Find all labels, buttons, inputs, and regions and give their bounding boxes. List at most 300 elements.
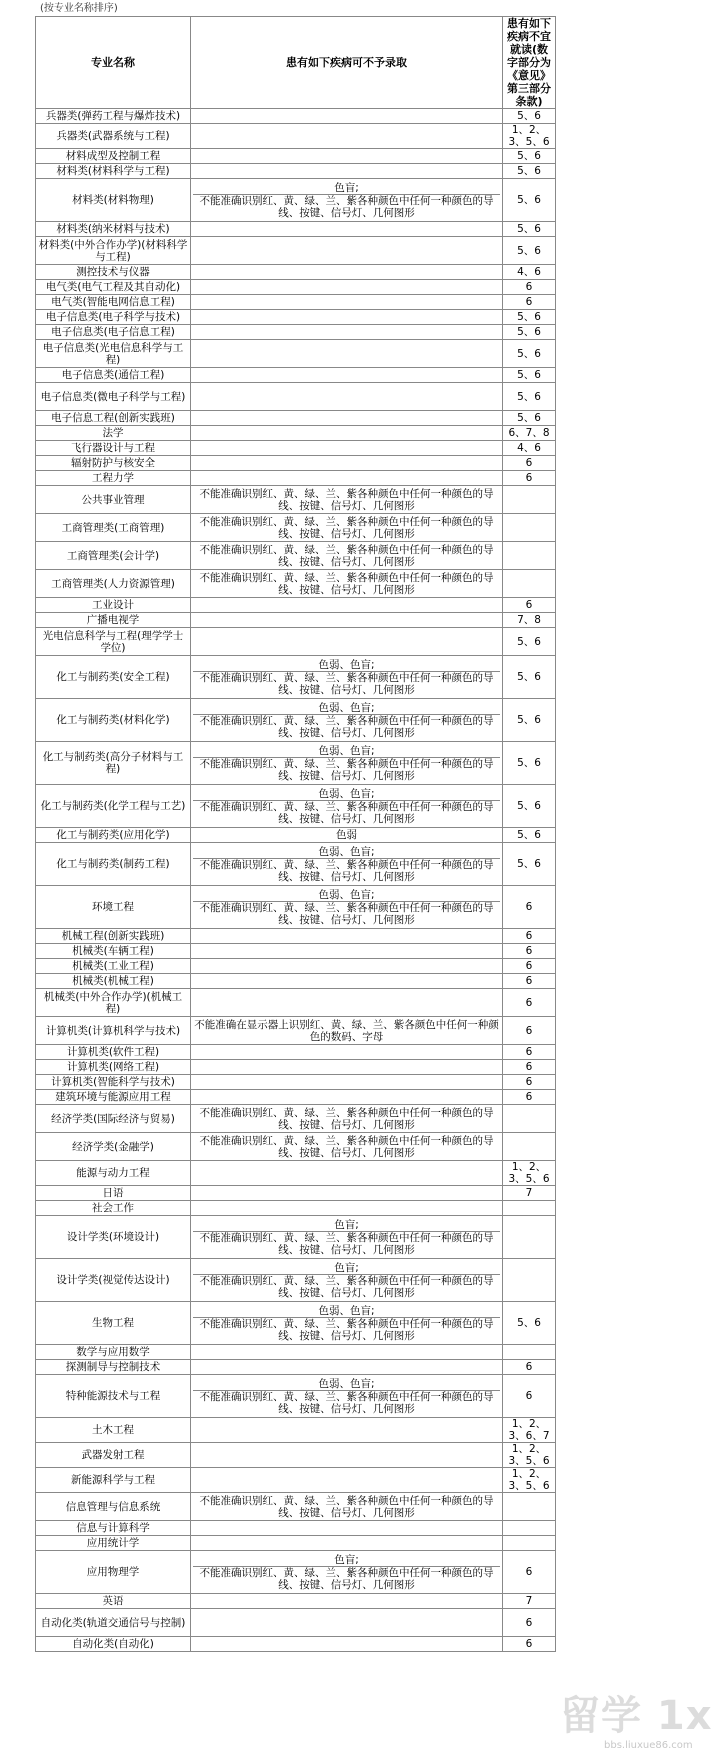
clause-number-cell: 6、7、8 [503,426,556,441]
condition-text: 不能准确识别红、黄、绿、兰、紫各种颜色中任何一种颜色的导线、按键、信号灯、几何图形 [199,571,494,596]
table-row [36,542,556,570]
table-row [36,280,556,295]
condition-detail: 不能准确识别红、黄、绿、兰、紫各种颜色中任何一种颜色的导线、按键、信号灯、几何图形 [199,1566,494,1591]
table-row [36,265,556,280]
table-row [36,486,556,514]
condition-cell [191,828,503,843]
table-row [36,1259,556,1302]
condition-detail: 不能准确识别红、黄、绿、兰、紫各种颜色中任何一种颜色的导线、按键、信号灯、几何图形 [199,757,494,782]
major-name-cell: 武器发射工程 [36,1443,191,1468]
clause-number-cell: 6 [503,1075,556,1090]
clause-number-cell: 5、6 [503,109,556,124]
major-name-cell: 计算机类(网络工程) [36,1060,191,1075]
table-row [36,1468,556,1493]
condition-short: 色盲; [193,182,500,195]
table-row [36,325,556,340]
condition-cell [191,989,503,1017]
clause-number-cell [503,514,556,542]
condition-detail: 不能准确识别红、黄、绿、兰、紫各种颜色中任何一种颜色的导线、按键、信号灯、几何图形 [199,1317,494,1342]
major-name-cell: 设计学类(视觉传达设计) [36,1259,191,1302]
condition-cell [191,179,503,222]
major-name-cell: 能源与动力工程 [36,1161,191,1186]
clause-number-cell [503,1493,556,1521]
major-name-cell: 机械类(中外合作办学)(机械工程) [36,989,191,1017]
clause-number-cell [503,542,556,570]
table-row [36,1360,556,1375]
condition-cell [191,843,503,886]
table-row [36,1493,556,1521]
table-row [36,843,556,886]
clause-number-cell: 5、6 [503,368,556,383]
table-row [36,598,556,613]
condition-cell [191,742,503,785]
table-row [36,124,556,149]
table-row [36,570,556,598]
table-row [36,1133,556,1161]
table-row [36,1201,556,1216]
condition-cell [191,959,503,974]
major-name-cell: 日语 [36,1186,191,1201]
condition-cell [191,1105,503,1133]
major-name-cell: 社会工作 [36,1201,191,1216]
condition-detail: 不能准确识别红、黄、绿、兰、紫各种颜色中任何一种颜色的导线、按键、信号灯、几何图形 [199,194,494,219]
clause-number-cell [503,1201,556,1216]
table-row [36,628,556,656]
condition-cell [191,699,503,742]
condition-cell [191,628,503,656]
table-row [36,1609,556,1637]
major-name-cell: 兵器类(弹药工程与爆炸技术) [36,109,191,124]
clause-number-cell: 5、6 [503,785,556,828]
table-row [36,959,556,974]
clause-number-cell: 6 [503,929,556,944]
table-row [36,989,556,1017]
condition-cell [191,1075,503,1090]
condition-cell [191,1161,503,1186]
condition-cell [191,265,503,280]
clause-number-cell: 6 [503,1090,556,1105]
table-row [36,368,556,383]
clause-number-cell: 5、6 [503,1302,556,1345]
clause-number-cell: 1、2、3、5、6 [503,1468,556,1493]
major-name-cell: 测控技术与仪器 [36,265,191,280]
major-name-cell: 设计学类(环境设计) [36,1216,191,1259]
condition-detail: 不能准确识别红、黄、绿、兰、紫各种颜色中任何一种颜色的导线、按键、信号灯、几何图形 [199,1390,494,1415]
condition-cell [191,237,503,265]
condition-cell [191,1443,503,1468]
clause-number-cell [503,1536,556,1551]
clause-number-cell: 5、6 [503,149,556,164]
condition-detail: 不能准确识别红、黄、绿、兰、紫各种颜色中任何一种颜色的导线、按键、信号灯、几何图形 [199,714,494,739]
major-name-cell: 机械类(车辆工程) [36,944,191,959]
major-name-cell: 环境工程 [36,886,191,929]
condition-short: 色盲; [193,1554,500,1567]
clause-number-cell: 6 [503,1609,556,1637]
condition-cell [191,1133,503,1161]
table-row [36,109,556,124]
table-row [36,1551,556,1594]
major-name-cell: 电子信息工程(创新实践班) [36,411,191,426]
table-row [36,613,556,628]
table-row [36,1594,556,1609]
table-row [36,222,556,237]
header-not-admitted: 患有如下疾病可不予录取 [191,17,503,109]
condition-cell [191,1201,503,1216]
condition-cell [191,1060,503,1075]
condition-cell [191,1418,503,1443]
clause-number-cell: 5、6 [503,383,556,411]
table-row [36,1216,556,1259]
clause-number-cell: 4、6 [503,441,556,456]
clause-number-cell: 5、6 [503,179,556,222]
clause-number-cell: 6 [503,456,556,471]
table-row [36,426,556,441]
table-row [36,1536,556,1551]
condition-cell [191,1521,503,1536]
table-row [36,149,556,164]
condition-cell [191,570,503,598]
clause-number-cell: 5、6 [503,742,556,785]
condition-cell [191,514,503,542]
clause-number-cell: 5、6 [503,325,556,340]
clause-number-cell [503,570,556,598]
condition-cell [191,1468,503,1493]
major-name-cell: 经济学类(国际经济与贸易) [36,1105,191,1133]
table-row [36,1443,556,1468]
condition-cell [191,1360,503,1375]
table-row [36,785,556,828]
clause-number-cell: 5、6 [503,828,556,843]
clause-number-cell: 5、6 [503,310,556,325]
table-row [36,1375,556,1418]
condition-cell [191,1536,503,1551]
clause-number-cell: 6 [503,1017,556,1045]
condition-text: 不能准确识别红、黄、绿、兰、紫各种颜色中任何一种颜色的导线、按键、信号灯、几何图形 [199,487,494,512]
watermark-url: bbs.liuxue86.com [604,1740,693,1751]
condition-text: 不能准确识别红、黄、绿、兰、紫各种颜色中任何一种颜色的导线、按键、信号灯、几何图形 [199,543,494,568]
condition-cell [191,310,503,325]
clause-number-cell: 6 [503,1045,556,1060]
table-row [36,1161,556,1186]
clause-number-cell: 5、6 [503,237,556,265]
clause-number-cell [503,1105,556,1133]
major-name-cell: 化工与制药类(化学工程与工艺) [36,785,191,828]
table-row [36,1017,556,1045]
major-name-cell: 新能源科学与工程 [36,1468,191,1493]
major-name-cell: 辐射防护与核安全 [36,456,191,471]
table-row [36,1521,556,1536]
clause-number-cell: 1、2、3、5、6 [503,1443,556,1468]
condition-detail: 不能准确识别红、黄、绿、兰、紫各种颜色中任何一种颜色的导线、按键、信号灯、几何图形 [199,901,494,926]
condition-cell [191,1551,503,1594]
table-row [36,828,556,843]
condition-cell [191,471,503,486]
major-name-cell: 自动化类(自动化) [36,1637,191,1652]
table-row [36,1060,556,1075]
clause-number-cell: 6 [503,1637,556,1652]
condition-cell [191,222,503,237]
condition-cell [191,598,503,613]
condition-short: 色弱、色盲; [193,702,500,715]
table-row [36,1637,556,1652]
major-name-cell: 法学 [36,426,191,441]
condition-cell [191,441,503,456]
clause-number-cell: 4、6 [503,265,556,280]
table-row [36,383,556,411]
major-name-cell: 化工与制药类(安全工程) [36,656,191,699]
clause-number-cell: 6 [503,1360,556,1375]
major-name-cell: 电气类(智能电网信息工程) [36,295,191,310]
table-row [36,237,556,265]
condition-cell [191,411,503,426]
condition-detail: 不能准确识别红、黄、绿、兰、紫各种颜色中任何一种颜色的导线、按键、信号灯、几何图形 [199,671,494,696]
condition-cell [191,280,503,295]
condition-short: 色弱、色盲; [193,1378,500,1391]
condition-cell [191,368,503,383]
major-name-cell: 机械类(机械工程) [36,974,191,989]
clause-number-cell: 6 [503,944,556,959]
condition-cell [191,656,503,699]
table-row [36,656,556,699]
condition-detail: 不能准确识别红、黄、绿、兰、紫各种颜色中任何一种颜色的导线、按键、信号灯、几何图形 [199,858,494,883]
major-name-cell: 电子信息类(电子科学与技术) [36,310,191,325]
header-major: 专业名称 [36,17,191,109]
clause-number-cell [503,486,556,514]
major-name-cell: 信息与计算科学 [36,1521,191,1536]
clause-number-cell: 6 [503,598,556,613]
clause-number-cell: 5、6 [503,843,556,886]
major-name-cell: 公共事业管理 [36,486,191,514]
table-row [36,1105,556,1133]
condition-cell [191,456,503,471]
table-row [36,411,556,426]
condition-cell [191,295,503,310]
major-name-cell: 材料类(材料物理) [36,179,191,222]
condition-cell [191,149,503,164]
major-name-cell: 材料类(纳米材料与技术) [36,222,191,237]
clause-number-cell: 6 [503,989,556,1017]
clause-number-cell: 7 [503,1594,556,1609]
major-name-cell: 广播电视学 [36,613,191,628]
major-name-cell: 工商管理类(会计学) [36,542,191,570]
clause-number-cell: 6 [503,959,556,974]
condition-cell [191,340,503,368]
clause-number-cell: 6 [503,974,556,989]
major-name-cell: 计算机类(智能科学与技术) [36,1075,191,1090]
clause-number-cell: 5、6 [503,656,556,699]
major-name-cell: 光电信息科学与工程(理学学士学位) [36,628,191,656]
table-row [36,974,556,989]
clause-number-cell: 6 [503,295,556,310]
condition-cell [191,1045,503,1060]
condition-text: 不能准确识别红、黄、绿、兰、紫各种颜色中任何一种颜色的导线、按键、信号灯、几何图形 [199,1134,494,1159]
condition-cell [191,109,503,124]
clause-number-cell: 1、2、3、5、6 [503,1161,556,1186]
table-row [36,1418,556,1443]
table-row [36,1186,556,1201]
table-row [36,179,556,222]
clause-number-cell: 5、6 [503,411,556,426]
condition-cell [191,1609,503,1637]
table-row [36,929,556,944]
clause-number-cell: 6 [503,1060,556,1075]
major-name-cell: 材料类(中外合作办学)(材料科学与工程) [36,237,191,265]
clause-number-cell: 6 [503,886,556,929]
clause-number-cell: 5、6 [503,222,556,237]
condition-text: 不能准确识别红、黄、绿、兰、紫各种颜色中任何一种颜色的导线、按键、信号灯、几何图形 [199,1106,494,1131]
major-name-cell: 英语 [36,1594,191,1609]
clause-number-cell: 6 [503,1375,556,1418]
major-name-cell: 工程力学 [36,471,191,486]
major-name-cell: 电子信息类(光电信息科学与工程) [36,340,191,368]
table-row [36,944,556,959]
table-row [36,164,556,179]
condition-short: 色弱、色盲; [193,1305,500,1318]
major-name-cell: 电气类(电气工程及其自动化) [36,280,191,295]
condition-text: 不能准确识别红、黄、绿、兰、紫各种颜色中任何一种颜色的导线、按键、信号灯、几何图形 [199,515,494,540]
clause-number-cell: 5、6 [503,699,556,742]
condition-cell [191,164,503,179]
table-row [36,1075,556,1090]
condition-text: 色弱 [336,829,357,841]
clause-number-cell [503,1259,556,1302]
clause-number-cell: 7 [503,1186,556,1201]
major-name-cell: 材料类(材料科学与工程) [36,164,191,179]
major-name-cell: 化工与制药类(材料化学) [36,699,191,742]
condition-text: 不能准确在显示器上识别红、黄、绿、兰、紫各颜色中任何一种颜色的数码、字母 [194,1018,499,1043]
condition-short: 色弱、色盲; [193,659,500,672]
major-name-cell: 机械类(工业工程) [36,959,191,974]
table-row [36,1345,556,1360]
header-unsuitable: 患有如下疾病不宜就读(数字部分为《意见》第三部分条款) [503,17,556,109]
condition-short: 色盲; [193,1219,500,1232]
condition-cell [191,486,503,514]
clause-number-cell [503,1133,556,1161]
clause-number-cell: 1、2、3、6、7 [503,1418,556,1443]
major-name-cell: 化工与制药类(高分子材料与工程) [36,742,191,785]
major-name-cell: 信息管理与信息系统 [36,1493,191,1521]
condition-cell [191,974,503,989]
condition-short: 色弱、色盲; [193,846,500,859]
condition-text: 不能准确识别红、黄、绿、兰、紫各种颜色中任何一种颜色的导线、按键、信号灯、几何图形 [199,1494,494,1519]
table-row [36,514,556,542]
condition-cell [191,325,503,340]
condition-cell [191,929,503,944]
major-name-cell: 兵器类(武器系统与工程) [36,124,191,149]
clause-number-cell: 5、6 [503,164,556,179]
condition-cell [191,124,503,149]
clause-number-cell: 7、8 [503,613,556,628]
major-name-cell: 计算机类(计算机科学与技术) [36,1017,191,1045]
condition-cell [191,785,503,828]
watermark-text: 留学 1x [560,1693,713,1739]
condition-detail: 不能准确识别红、黄、绿、兰、紫各种颜色中任何一种颜色的导线、按键、信号灯、几何图形 [199,1274,494,1299]
table-row [36,310,556,325]
major-name-cell: 电子信息类(通信工程) [36,368,191,383]
clause-number-cell: 6 [503,280,556,295]
major-name-cell: 建筑环境与能源应用工程 [36,1090,191,1105]
condition-cell [191,1493,503,1521]
condition-cell [191,1594,503,1609]
table-row [36,340,556,368]
majors-table [35,16,556,1652]
clause-number-cell [503,1521,556,1536]
condition-short: 色弱、色盲; [193,788,500,801]
major-name-cell: 数学与应用数学 [36,1345,191,1360]
major-name-cell: 化工与制药类(制药工程) [36,843,191,886]
major-name-cell: 经济学类(金融学) [36,1133,191,1161]
table-row [36,886,556,929]
clause-number-cell [503,1345,556,1360]
clause-number-cell: 6 [503,471,556,486]
major-name-cell: 电子信息类(电子信息工程) [36,325,191,340]
condition-cell [191,426,503,441]
condition-cell [191,1017,503,1045]
table-row [36,295,556,310]
condition-detail: 不能准确识别红、黄、绿、兰、紫各种颜色中任何一种颜色的导线、按键、信号灯、几何图形 [199,1231,494,1256]
major-name-cell: 材料成型及控制工程 [36,149,191,164]
major-name-cell: 工商管理类(人力资源管理) [36,570,191,598]
major-name-cell: 电子信息类(微电子科学与工程) [36,383,191,411]
major-name-cell: 探测制导与控制技术 [36,1360,191,1375]
major-name-cell: 特种能源技术与工程 [36,1375,191,1418]
table-row [36,471,556,486]
major-name-cell: 工业设计 [36,598,191,613]
condition-cell [191,383,503,411]
clause-number-cell [503,1216,556,1259]
table-row [36,1302,556,1345]
table-body [36,109,556,1652]
table-row [36,456,556,471]
condition-cell [191,1090,503,1105]
table-row [36,441,556,456]
condition-cell [191,542,503,570]
major-name-cell: 生物工程 [36,1302,191,1345]
major-name-cell: 土木工程 [36,1418,191,1443]
table-row [36,699,556,742]
clause-number-cell: 6 [503,1551,556,1594]
site-watermark-logo [560,1694,720,1754]
condition-cell [191,1345,503,1360]
condition-short: 色盲; [193,1262,500,1275]
sort-note: (按专业名称排序) [40,3,118,14]
condition-cell [191,1302,503,1345]
condition-cell [191,944,503,959]
major-name-cell: 应用物理学 [36,1551,191,1594]
condition-cell [191,886,503,929]
condition-cell [191,1637,503,1652]
table-row [36,1090,556,1105]
condition-cell [191,1375,503,1418]
major-name-cell: 计算机类(软件工程) [36,1045,191,1060]
major-name-cell: 化工与制药类(应用化学) [36,828,191,843]
condition-cell [191,1186,503,1201]
condition-short: 色弱、色盲; [193,745,500,758]
condition-cell [191,1259,503,1302]
major-name-cell: 自动化类(轨道交通信号与控制) [36,1609,191,1637]
condition-short: 色弱、色盲; [193,889,500,902]
major-name-cell: 飞行器设计与工程 [36,441,191,456]
table-row [36,742,556,785]
condition-detail: 不能准确识别红、黄、绿、兰、紫各种颜色中任何一种颜色的导线、按键、信号灯、几何图形 [199,800,494,825]
table-row [36,1045,556,1060]
condition-cell [191,1216,503,1259]
table-header-row [36,17,556,109]
major-name-cell: 应用统计学 [36,1536,191,1551]
major-name-cell: 机械工程(创新实践班) [36,929,191,944]
condition-cell [191,613,503,628]
clause-number-cell: 5、6 [503,340,556,368]
